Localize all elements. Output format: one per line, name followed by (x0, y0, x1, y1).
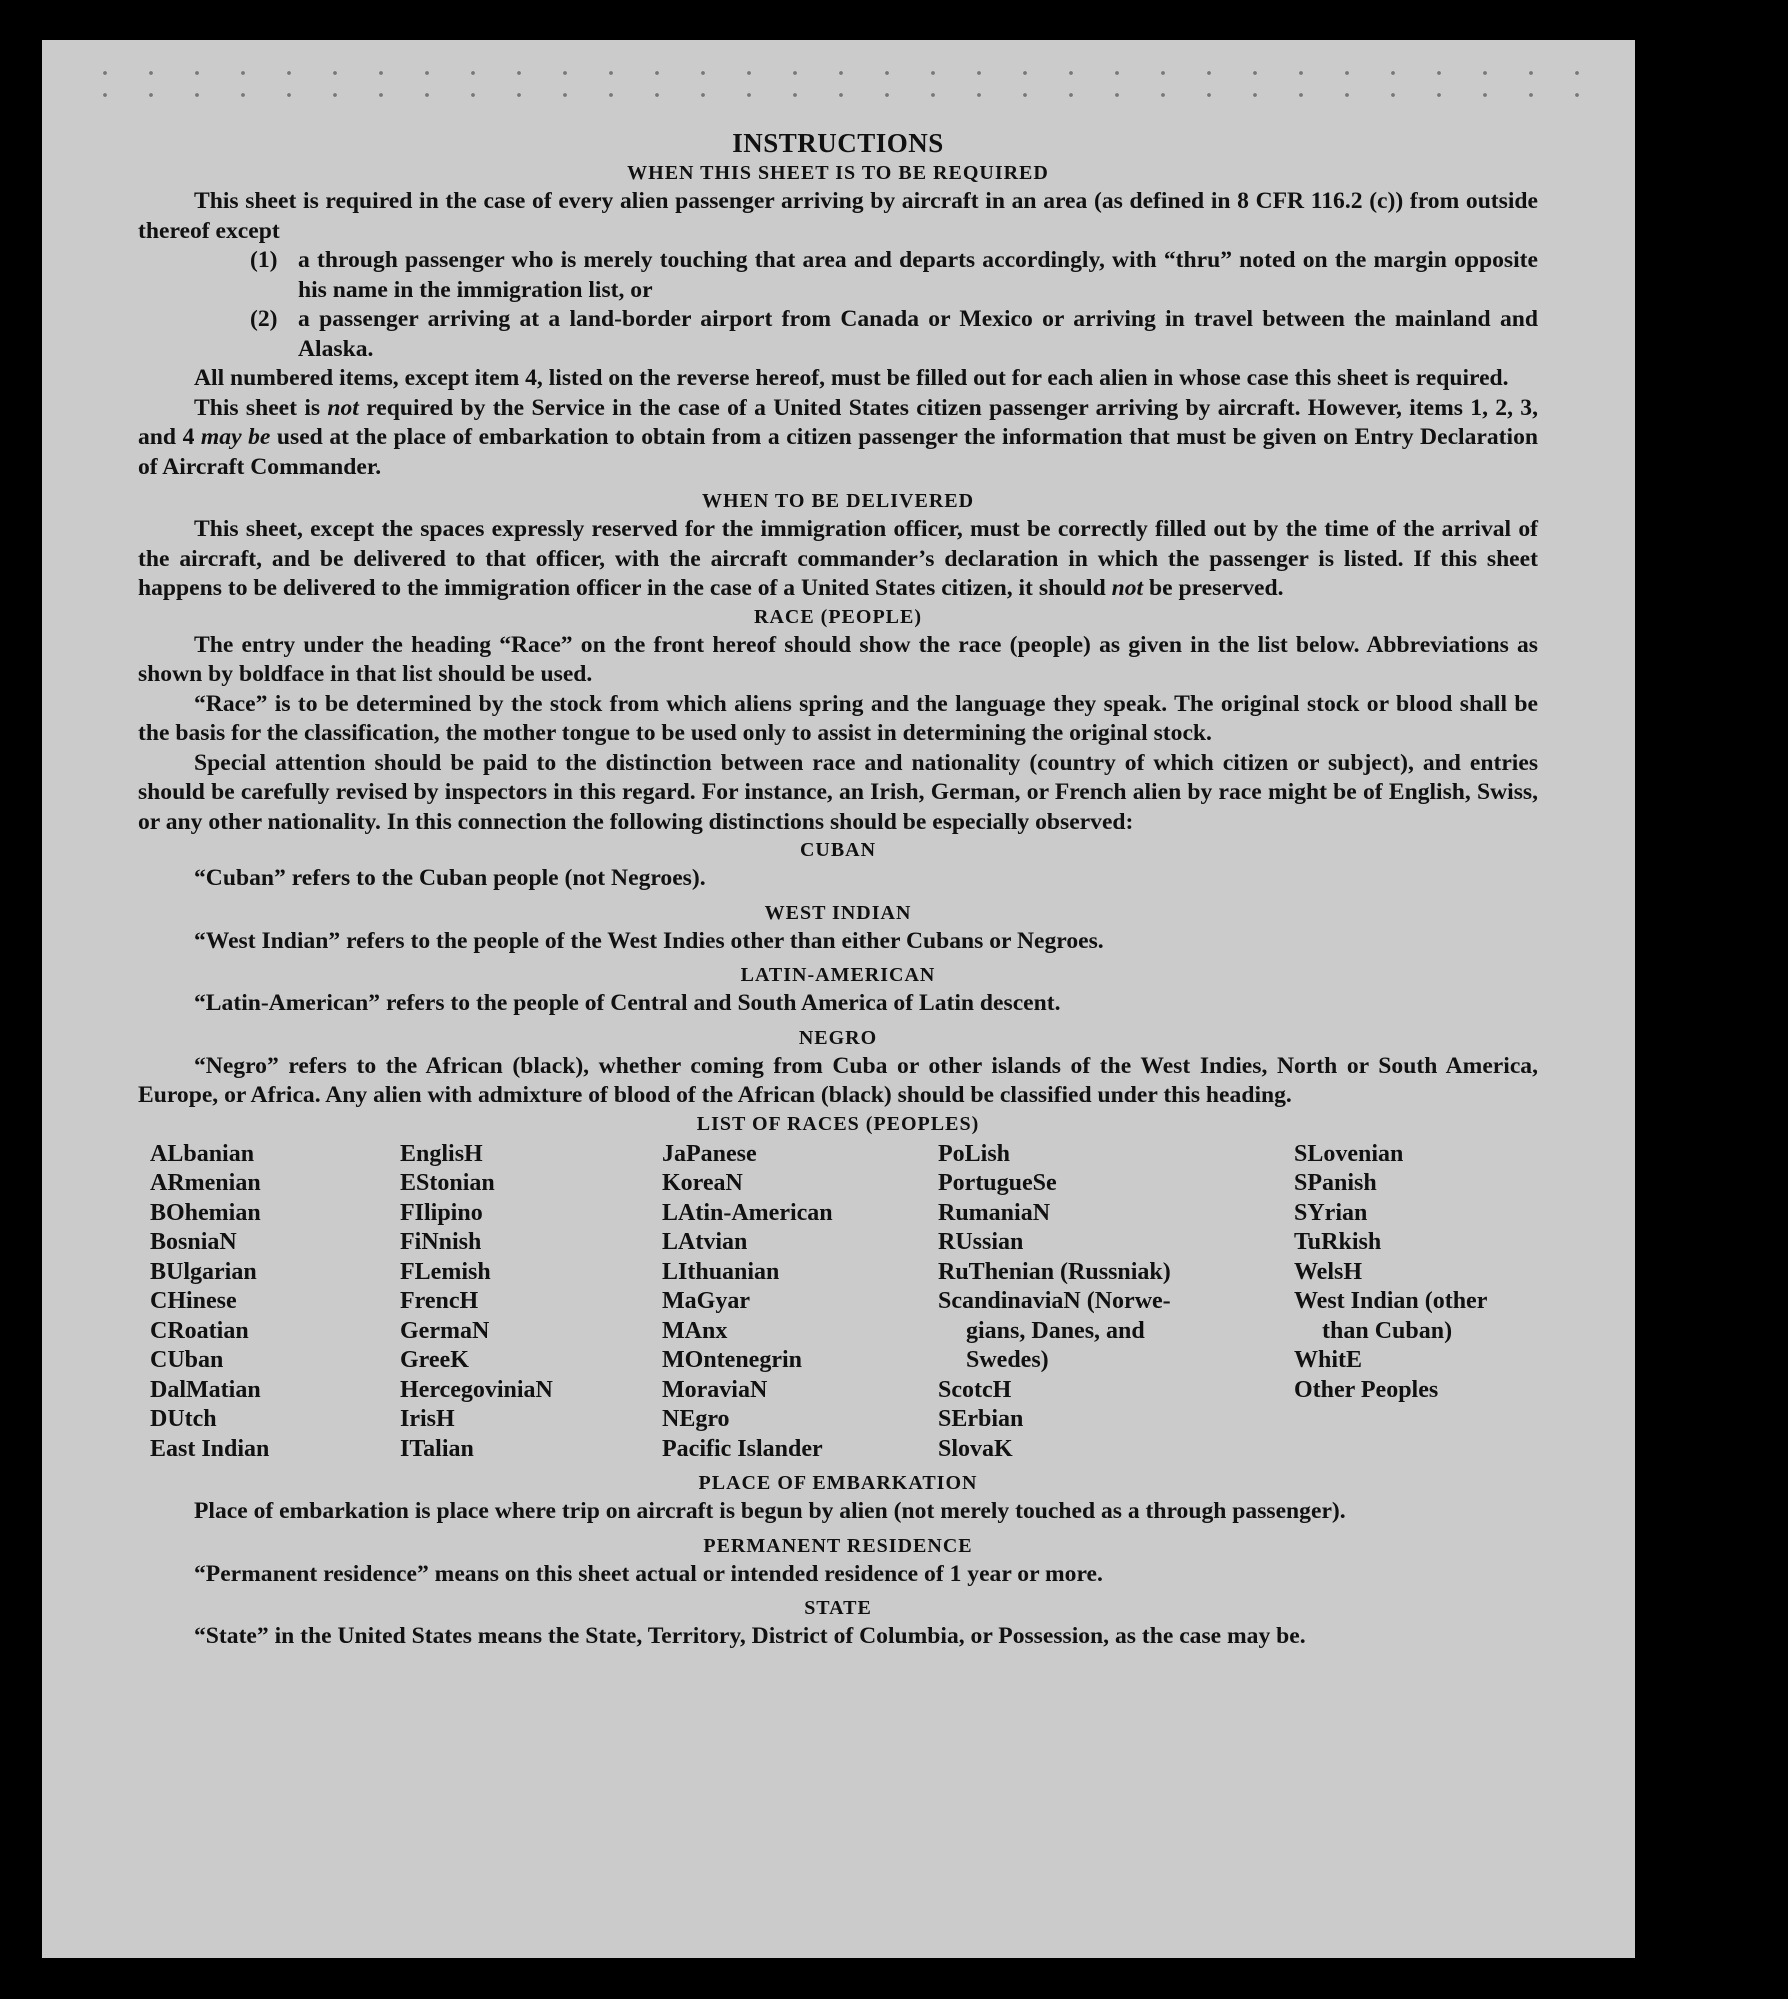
document-sheet (42, 40, 1635, 1958)
heading-embarkation: PLACE OF EMBARKATION (698, 1472, 978, 1494)
heading-required: WHEN THIS SHEET IS TO BE REQUIRED (627, 162, 1049, 184)
race-entry: TuRkish (1294, 1229, 1382, 1255)
cuban-text: “Cuban” refers to the Cuban people (not Negroes). (194, 865, 706, 891)
text-run: This sheet, except the spaces expressly reserved for the immigration officer, must be correctly filled out by the time of the arrival of the aircraft, and be delivered to that officer, with the aircraft commander’s declaration in which the passenger is listed. If this sheet happens to be delivered to the immigration officer in the case of a United States citizen, it should (138, 516, 1538, 601)
west-indian-text: “West Indian” refers to the people of the West Indies other than either Cubans or Negroes. (194, 927, 1104, 954)
race-entry: BUlgarian (150, 1258, 257, 1285)
race-entry: SYrian (1294, 1199, 1368, 1226)
races-column-4 (938, 1140, 1294, 1465)
race-entry: MAnx (662, 1317, 728, 1344)
required-paragraph-1: This sheet is required in the case of every alien passenger arriving by aircraft in an area (as defined in 8 CFR 116.2 (c)) from outside thereof except (138, 188, 1538, 244)
exception-number: (2) (250, 306, 278, 332)
races-column-1 (150, 1140, 400, 1465)
heading-list-of-races: LIST OF RACES (PEOPLES) (696, 1112, 980, 1135)
race-entry: DalMatian (150, 1376, 261, 1403)
state-text: “State” in the United States means the State, Territory, District of Columbia, or Possession, as the case may be. (194, 1623, 1306, 1649)
race-entry: MoraviaN (662, 1376, 768, 1403)
heading-state: STATE (804, 1597, 872, 1619)
text-run: This sheet is (194, 394, 328, 421)
race-entry: CUban (150, 1347, 224, 1373)
races-list (150, 1140, 1538, 1465)
text-run: be preserved. (1143, 575, 1284, 601)
instructions-content (138, 122, 1538, 1652)
emphasis-not: not (1111, 575, 1144, 601)
race-entry: GreeK (400, 1347, 469, 1373)
race-entry: HercegoviniaN (400, 1376, 553, 1403)
text-run: used at the place of embarkation to obtain from a citizen passenger the information that must be given on Entry Declaration of Aircraft Commander. (138, 424, 1538, 480)
race-paragraph-3: Special attention should be paid to the distinction between race and nationality (country of which citizen or subject), and entries should be carefully revised by inspectors in this regard. For instance, an Irish, German, or French alien by race might be of English, Swiss, or any other nationality. In this connection the following distinctions should be especially observed: (138, 749, 1538, 835)
race-entry-continuation: Swedes) (966, 1347, 1049, 1373)
heading-residence: PERMANENT RESIDENCE (703, 1534, 973, 1557)
race-entry: GermaN (400, 1317, 490, 1344)
emphasis-may-be: may be (200, 424, 271, 450)
exception-item-1 (250, 246, 1538, 305)
exception-text: a through passenger who is merely touching that area and departs accordingly, with “thru” noted on the margin opposite his name in the immigration list, or (298, 247, 1538, 303)
race-entry: BosniaN (150, 1229, 237, 1255)
race-entry: MOntenegrin (662, 1347, 802, 1373)
race-entry: EnglisH (400, 1140, 483, 1167)
text-run: required by the Service in the case of a United States citizen passenger arriving by aircraft. However, items 1, 2, 3, and 4 (138, 394, 1538, 450)
race-paragraph-2: “Race” is to be determined by the stock from which aliens spring and the language they speak. The original stock or blood shall be the basis for the classification, the mother tongue to be used only to assist in determining the original stock. (138, 690, 1538, 746)
emphasis-not: not (327, 394, 359, 421)
race-entry: ALbanian (150, 1140, 255, 1167)
race-entry: CRoatian (150, 1317, 249, 1344)
heading-race: RACE (PEOPLE) (754, 605, 922, 628)
race-entry: RumaniaN (938, 1199, 1051, 1226)
required-paragraph-2: All numbered items, except item 4, listed on the reverse hereof, must be filled out for each alien in whose case this sheet is required. (194, 365, 1509, 391)
race-entry: PortugueSe (938, 1170, 1057, 1196)
races-column-3 (662, 1140, 938, 1465)
heading-west-indian: WEST INDIAN (764, 901, 912, 924)
heading-negro: NEGRO (798, 1026, 878, 1049)
race-entry: West Indian (other (1294, 1288, 1488, 1314)
race-entry: WhitE (1294, 1347, 1363, 1373)
residence-text: “Permanent residence” means on this sheet actual or intended residence of 1 year or more. (194, 1560, 1103, 1587)
race-entry: RUssian (938, 1229, 1024, 1255)
race-entry: IrisH (400, 1406, 455, 1432)
race-entry: RuThenian (Russniak) (938, 1258, 1171, 1285)
embarkation-text: Place of embarkation is place where trip on aircraft is begun by alien (not merely touched as a through passenger). (194, 1498, 1346, 1524)
race-entry: ScandinaviaN (Norwe- (938, 1288, 1171, 1314)
race-entry-continuation: than Cuban) (1322, 1317, 1453, 1344)
race-entry: SlovaK (938, 1435, 1013, 1462)
race-entry: FrencH (400, 1288, 479, 1314)
race-entry: FIlipino (400, 1199, 483, 1226)
required-paragraph-3 (138, 394, 1538, 483)
page-title: INSTRUCTIONS (732, 128, 944, 158)
race-paragraph-1: The entry under the heading “Race” on the front hereof should show the race (people) as given in the list below. Abbreviations as shown by boldface in that list should be used. (138, 631, 1538, 687)
race-entry: ITalian (400, 1435, 474, 1462)
exception-item-2 (250, 305, 1538, 364)
heading-delivered: WHEN TO BE DELIVERED (701, 490, 975, 512)
exception-number: (1) (250, 247, 278, 273)
race-entry: East Indian (150, 1435, 270, 1462)
edge-specks (82, 62, 1592, 102)
race-entry: JaPanese (662, 1140, 757, 1167)
race-entry: FLemish (400, 1258, 491, 1285)
latin-american-text: “Latin-American” refers to the people of Central and South America of Latin descent. (194, 990, 1061, 1016)
race-entry: SErbian (938, 1406, 1024, 1432)
race-entry: Pacific Islander (662, 1435, 823, 1462)
race-entry-continuation: gians, Danes, and (966, 1317, 1145, 1344)
race-entry: NEgro (662, 1406, 730, 1432)
race-entry: WelsH (1294, 1258, 1363, 1285)
race-entry: PoLish (938, 1140, 1011, 1167)
race-entry: EStonian (400, 1170, 495, 1196)
races-column-2 (400, 1140, 662, 1465)
race-entry: LIthuanian (662, 1258, 780, 1285)
race-entry: KoreaN (662, 1170, 743, 1196)
race-entry: ScotcH (938, 1376, 1012, 1403)
race-entry: Other Peoples (1294, 1376, 1439, 1403)
exception-text: a passenger arriving at a land-border airport from Canada or Mexico or arriving in travel between the mainland and Alaska. (298, 306, 1538, 362)
negro-text: “Negro” refers to the African (black), whether coming from Cuba or other islands of the West Indies, North or South America, Europe, or Africa. Any alien with admixture of blood of the African (black) should be classified under this heading. (138, 1052, 1538, 1108)
race-entry: ARmenian (150, 1170, 261, 1196)
race-entry: FiNnish (400, 1229, 482, 1255)
heading-cuban: CUBAN (799, 839, 877, 861)
race-entry: MaGyar (662, 1288, 750, 1314)
race-entry: LAtvian (662, 1229, 748, 1255)
race-entry: SPanish (1294, 1170, 1377, 1196)
delivered-paragraph (138, 515, 1538, 604)
race-entry: DUtch (150, 1406, 217, 1432)
race-entry: SLovenian (1294, 1140, 1404, 1167)
races-column-5 (1294, 1140, 1550, 1465)
race-entry: LAtin-American (662, 1199, 833, 1226)
race-entry: BOhemian (150, 1199, 261, 1226)
heading-latin-american: LATIN-AMERICAN (740, 964, 936, 986)
race-entry: CHinese (150, 1288, 237, 1314)
